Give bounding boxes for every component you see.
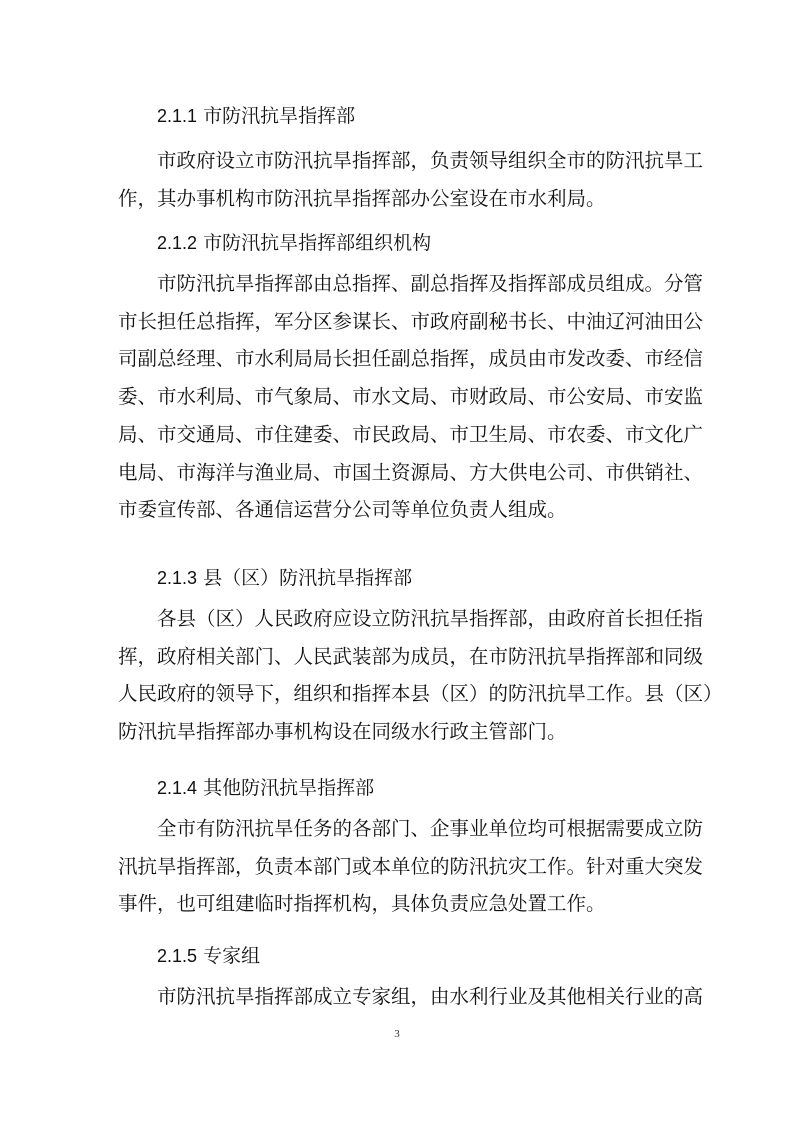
section-number: 2.1.2 <box>157 233 198 253</box>
paragraph-2-1-4 <box>118 810 704 923</box>
section-title: 专家组 <box>203 945 261 967</box>
paragraph-line: 市防汛抗旱指挥部成立专家组，由水利行业及其他相关行业的高 <box>157 985 704 1008</box>
paragraph-line: 挥，政府相关部门、人民武装部为成员，在市防汛抗旱指挥部和同级 <box>118 644 704 668</box>
section-number: 2.1.1 <box>157 106 198 126</box>
paragraph-line: 市政府设立市防汛抗旱指挥部，负责领导组织全市的防汛抗旱工 <box>157 149 704 172</box>
section-heading-2-1-4 <box>157 776 374 800</box>
paragraph-line: 市委宣传部、各通信运营分公司等单位负责人组成。 <box>118 498 567 522</box>
paragraph-line: 委、市水利局、市气象局、市水文局、市财政局、市公安局、市安监 <box>118 385 704 409</box>
section-title: 县（区）防汛抗旱指挥部 <box>203 567 413 589</box>
paragraph-line: 全市有防汛抗旱任务的各部门、企事业单位均可根据需要成立防 <box>157 817 704 840</box>
paragraph-line: 局、市交通局、市住建委、市民政局、市卫生局、市农委、市文化广 <box>118 422 704 446</box>
section-heading-2-1-2 <box>157 231 431 255</box>
paragraph-2-1-3 <box>118 600 723 751</box>
paragraph-line: 事件，也可组建临时指挥机构，具体负责应急处置工作。 <box>118 892 606 916</box>
paragraph-line: 汛抗旱指挥部，负责本部门或本单位的防汛抗灾工作。针对重大突发 <box>118 854 704 878</box>
section-heading-2-1-5 <box>157 944 260 968</box>
page-number: 3 <box>394 1028 400 1040</box>
section-number: 2.1.4 <box>157 778 198 798</box>
paragraph-line: 作，其办事机构市防汛抗旱指挥部办公室设在市水利局。 <box>118 186 606 210</box>
paragraph-line: 市长担任总指挥，军分区参谋长、市政府副秘书长、中油辽河油田公 <box>118 309 704 333</box>
section-heading-2-1-1 <box>157 104 355 128</box>
paragraph-line: 防汛抗旱指挥部办事机构设在同级水行政主管部门。 <box>118 720 567 744</box>
paragraph-2-1-2 <box>118 265 704 529</box>
paragraph-line: 市防汛抗旱指挥部由总指挥、副总指挥及指挥部成员组成。分管 <box>157 272 704 295</box>
section-number: 2.1.5 <box>157 946 198 966</box>
paragraph-line: 各县（区）人民政府应设立防汛抗旱指挥部，由政府首长担任指 <box>157 607 704 630</box>
section-number: 2.1.3 <box>157 568 198 588</box>
section-title: 市防汛抗旱指挥部组织机构 <box>203 232 432 254</box>
paragraph-line: 电局、市海洋与渔业局、市国土资源局、方大供电公司、市供销社、 <box>118 460 704 484</box>
paragraph-line: 人民政府的领导下，组织和指挥本县（区）的防汛抗旱工作。县（区） <box>118 682 723 706</box>
section-title: 其他防汛抗旱指挥部 <box>203 777 375 799</box>
paragraph-line: 司副总经理、市水利局局长担任副总指挥，成员由市发改委、市经信 <box>118 347 704 371</box>
paragraph-2-1-5 <box>118 978 704 1016</box>
section-title: 市防汛抗旱指挥部 <box>203 105 356 127</box>
section-heading-2-1-3 <box>157 566 412 590</box>
paragraph-2-1-1 <box>118 142 704 217</box>
